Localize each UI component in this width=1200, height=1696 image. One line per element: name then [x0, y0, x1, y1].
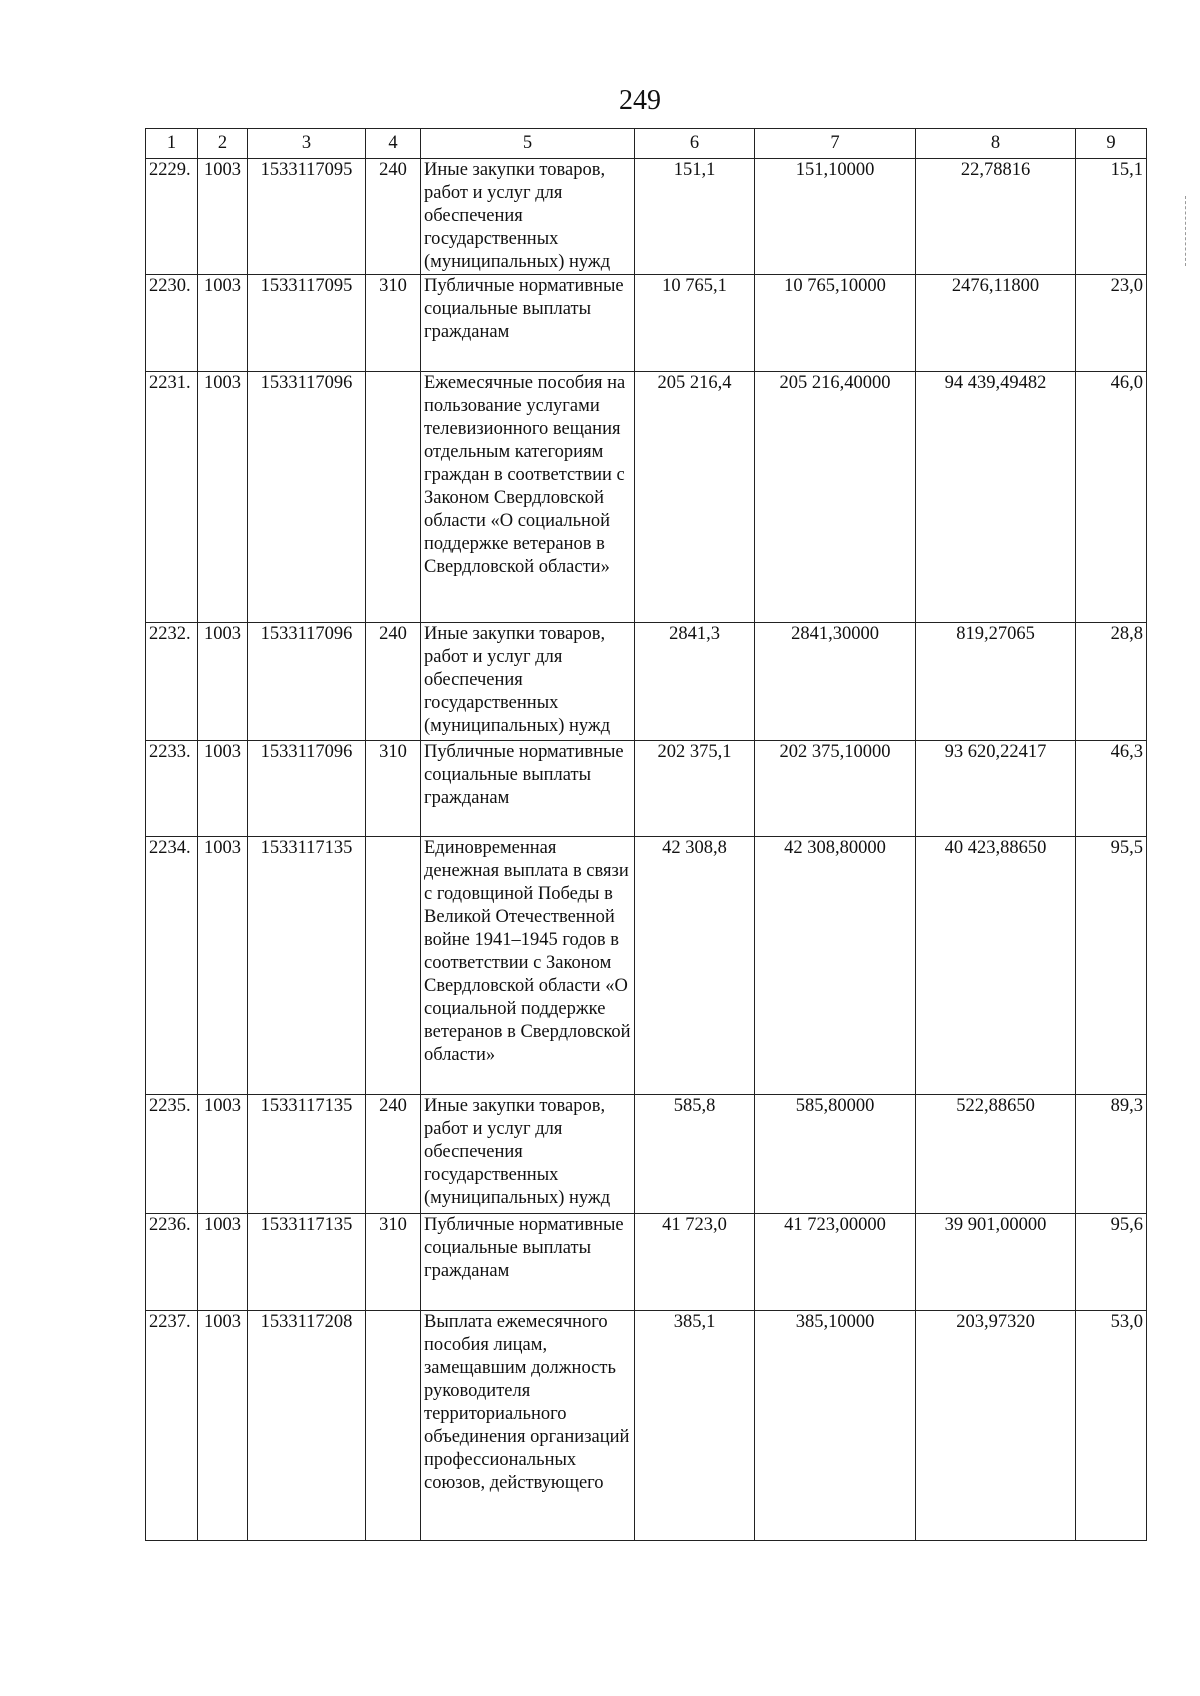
- execution-percent: 46,0: [1076, 372, 1147, 623]
- plan-amount-precise: 41 723,00000: [755, 1214, 916, 1311]
- scan-edge-mark: [1185, 196, 1188, 266]
- execution-percent: 28,8: [1076, 623, 1147, 741]
- header-row: [146, 129, 1147, 159]
- column-header-5: 5: [421, 129, 635, 159]
- execution-percent: 95,5: [1076, 837, 1147, 1095]
- section-code: 1003: [198, 1095, 248, 1214]
- expense-kind-code: [366, 372, 421, 623]
- plan-amount: 385,1: [635, 1311, 755, 1541]
- row-number: 2236.: [146, 1214, 198, 1311]
- section-code: 1003: [198, 372, 248, 623]
- target-article-code: 1533117135: [248, 1214, 366, 1311]
- execution-percent: 89,3: [1076, 1095, 1147, 1214]
- column-header-4: 4: [366, 129, 421, 159]
- actual-amount: 2476,11800: [916, 275, 1076, 372]
- actual-amount: 819,27065: [916, 623, 1076, 741]
- plan-amount-precise: 205 216,40000: [755, 372, 916, 623]
- plan-amount-precise: 385,10000: [755, 1311, 916, 1541]
- row-number: 2237.: [146, 1311, 198, 1541]
- plan-amount-precise: 202 375,10000: [755, 741, 916, 837]
- actual-amount: 93 620,22417: [916, 741, 1076, 837]
- expense-kind-code: 240: [366, 1095, 421, 1214]
- actual-amount: 40 423,88650: [916, 837, 1076, 1095]
- target-article-code: 1533117096: [248, 372, 366, 623]
- table-row: [146, 741, 1147, 837]
- page-number: 249: [619, 85, 661, 116]
- target-article-code: 1533117208: [248, 1311, 366, 1541]
- row-number: 2230.: [146, 275, 198, 372]
- plan-amount: 2841,3: [635, 623, 755, 741]
- execution-percent: 53,0: [1076, 1311, 1147, 1541]
- target-article-code: 1533117135: [248, 837, 366, 1095]
- plan-amount: 202 375,1: [635, 741, 755, 837]
- actual-amount: 22,78816: [916, 159, 1076, 275]
- item-name: Публичные нормативные социальные выплаты гражданам: [421, 741, 635, 837]
- expense-kind-code: 240: [366, 159, 421, 275]
- item-name: Публичные нормативные социальные выплаты гражданам: [421, 275, 635, 372]
- expense-kind-code: 310: [366, 1214, 421, 1311]
- table-row: [146, 372, 1147, 623]
- plan-amount: 585,8: [635, 1095, 755, 1214]
- actual-amount: 94 439,49482: [916, 372, 1076, 623]
- row-number: 2232.: [146, 623, 198, 741]
- target-article-code: 1533117095: [248, 159, 366, 275]
- section-code: 1003: [198, 837, 248, 1095]
- execution-percent: 95,6: [1076, 1214, 1147, 1311]
- column-header-3: 3: [248, 129, 366, 159]
- table-row: [146, 1214, 1147, 1311]
- table-row: [146, 159, 1147, 275]
- plan-amount: 151,1: [635, 159, 755, 275]
- item-name: Выплата ежемесячного пособия лицам, замещавшим должность руководителя территориального объединения организаций профессиональных союзов, действующего: [421, 1311, 635, 1541]
- item-name: Иные закупки товаров, работ и услуг для обеспечения государственных (муниципальных) нужд: [421, 159, 635, 275]
- expense-kind-code: 310: [366, 275, 421, 372]
- row-number: 2235.: [146, 1095, 198, 1214]
- target-article-code: 1533117096: [248, 741, 366, 837]
- section-code: 1003: [198, 741, 248, 837]
- section-code: 1003: [198, 623, 248, 741]
- column-header-7: 7: [755, 129, 916, 159]
- section-code: 1003: [198, 1311, 248, 1541]
- expense-kind-code: 310: [366, 741, 421, 837]
- plan-amount-precise: 585,80000: [755, 1095, 916, 1214]
- table-row: [146, 275, 1147, 372]
- item-name: Иные закупки товаров, работ и услуг для обеспечения государственных (муниципальных) нужд: [421, 1095, 635, 1214]
- column-header-9: 9: [1076, 129, 1147, 159]
- execution-percent: 15,1: [1076, 159, 1147, 275]
- expense-kind-code: 240: [366, 623, 421, 741]
- table-row: [146, 1095, 1147, 1214]
- section-code: 1003: [198, 275, 248, 372]
- item-name: Ежемесячные пособия на пользование услугами телевизионного вещания отдельным категориям граждан в соответствии с Законом Свердловской области «О социальной поддержке ветеранов в Свердловской области»: [421, 372, 635, 623]
- section-code: 1003: [198, 159, 248, 275]
- section-code: 1003: [198, 1214, 248, 1311]
- budget-table: [145, 128, 1147, 1541]
- row-number: 2231.: [146, 372, 198, 623]
- expense-kind-code: [366, 837, 421, 1095]
- plan-amount: 10 765,1: [635, 275, 755, 372]
- plan-amount-precise: 42 308,80000: [755, 837, 916, 1095]
- plan-amount: 205 216,4: [635, 372, 755, 623]
- execution-percent: 46,3: [1076, 741, 1147, 837]
- target-article-code: 1533117135: [248, 1095, 366, 1214]
- item-name: Иные закупки товаров, работ и услуг для обеспечения государственных (муниципальных) нужд: [421, 623, 635, 741]
- row-number: 2229.: [146, 159, 198, 275]
- column-header-8: 8: [916, 129, 1076, 159]
- row-number: 2233.: [146, 741, 198, 837]
- item-name: Публичные нормативные социальные выплаты гражданам: [421, 1214, 635, 1311]
- plan-amount-precise: 10 765,10000: [755, 275, 916, 372]
- column-header-2: 2: [198, 129, 248, 159]
- target-article-code: 1533117095: [248, 275, 366, 372]
- table-row: [146, 1311, 1147, 1541]
- column-header-1: 1: [146, 129, 198, 159]
- column-header-6: 6: [635, 129, 755, 159]
- row-number: 2234.: [146, 837, 198, 1095]
- actual-amount: 39 901,00000: [916, 1214, 1076, 1311]
- plan-amount: 42 308,8: [635, 837, 755, 1095]
- plan-amount: 41 723,0: [635, 1214, 755, 1311]
- expense-kind-code: [366, 1311, 421, 1541]
- actual-amount: 203,97320: [916, 1311, 1076, 1541]
- table-row: [146, 623, 1147, 741]
- table-body: [146, 159, 1147, 1541]
- actual-amount: 522,88650: [916, 1095, 1076, 1214]
- target-article-code: 1533117096: [248, 623, 366, 741]
- item-name: Единовременная денежная выплата в связи с годовщиной Победы в Великой Отечественной войне 1941–1945 годов в соответствии с Законом Свердловской области «О социальной поддержке ветеранов в Свердловской области»: [421, 837, 635, 1095]
- plan-amount-precise: 151,10000: [755, 159, 916, 275]
- plan-amount-precise: 2841,30000: [755, 623, 916, 741]
- execution-percent: 23,0: [1076, 275, 1147, 372]
- table-row: [146, 837, 1147, 1095]
